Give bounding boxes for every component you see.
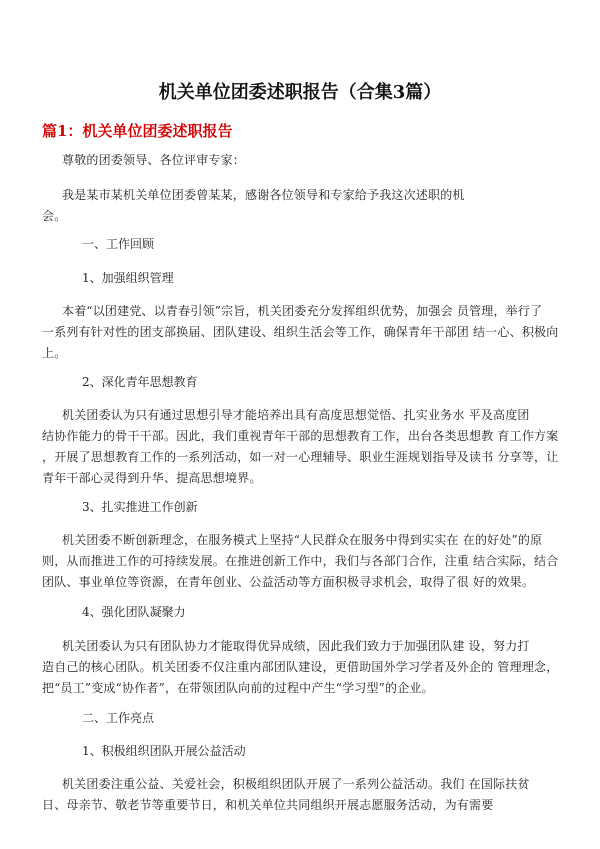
item2-line-3: ，开展了思想教育工作的一系列活动，如一对一心理辅导、职业生涯规划指导及读书 分享等，让 — [42, 450, 559, 464]
highlight1-paragraph — [42, 774, 562, 816]
item1-heading: 1、加强组织管理 — [82, 271, 174, 285]
item3-line-1: 机关团委不断创新理念，在服务模式上坚持“人民群众在服务中得到实实在 在的好处”的原 — [62, 533, 543, 547]
item1-line-3: 上。 — [42, 346, 67, 360]
item4-heading: 4、强化团队凝聚力 — [82, 605, 186, 619]
document-title: 机关单位团委述职报告（合集3篇） — [158, 82, 442, 103]
item4-line-2: 造自己的核心团队。机关团委不仅注重内部团队建设，更借助国外学习学者及外企的 管理理念， — [42, 660, 559, 674]
item1-paragraph — [42, 301, 562, 364]
item3-paragraph — [42, 530, 562, 593]
item2-line-4: 青年干部心灵得到升华、提高思想境界。 — [42, 471, 262, 485]
item2-paragraph — [42, 405, 562, 489]
highlight1-line-1: 机关团委注重公益、关爱社会，积极组织团队开展了一系列公益活动。我们 在国际扶贫 — [62, 777, 530, 791]
item2-line-2: 结协作能力的骨干干部。因此，我们重视青年干部的思想教育工作，出台各类思想教 育工作方案 — [42, 429, 559, 443]
greeting-paragraph — [62, 150, 562, 171]
item1-line-2: 一系列有针对性的团支部换届、团队建设、组织生活会等工作，确保青年干部团 结一心、积极向 — [42, 325, 559, 339]
highlight1-heading: 1、积极组织团队开展公益活动 — [82, 744, 246, 758]
greeting-text: 尊敬的团委领导、各位评审专家： — [62, 153, 246, 167]
part1-heading: 一、工作回顾 — [82, 237, 155, 251]
item2-line-1: 机关团委认为只有通过思想引导才能培养出具有高度思想觉悟、扎实业务水 平及高度团 — [62, 408, 530, 422]
highlight1-line-2: 日、母亲节、敬老节等重要节日，和机关单位共同组织开展志愿服务活动，为有需要 — [42, 798, 494, 812]
intro-line-2: 会。 — [42, 209, 67, 223]
item1-line-1: 本着“以团建党、以青春引领”宗旨，机关团委充分发挥组织优势，加强会 员管理，举行了 — [62, 304, 543, 318]
intro-paragraph — [42, 185, 562, 227]
item4-paragraph — [42, 636, 562, 699]
item4-line-1: 机关团委认为只有团队协力才能取得优异成绩，因此我们致力于加强团队建 设，努力打 — [62, 639, 530, 653]
intro-line-1: 我是某市某机关单位团委曾某某，感谢各位领导和专家给予我这次述职的机 — [62, 188, 465, 202]
item3-line-3: 团队、事业单位等资源，在青年创业、公益活动等方面积极寻求机会，取得了很 好的效果。 — [42, 575, 535, 589]
part2-heading: 二、工作亮点 — [82, 711, 155, 725]
item3-line-2: 则，从而推进工作的可持续发展。在推进创新工作中，我们与各部门合作，注重 结合实际，结合 — [42, 554, 559, 568]
item3-heading: 3、扎实推进工作创新 — [82, 500, 198, 514]
item2-heading: 2、深化青年思想教育 — [82, 375, 198, 389]
item4-line-3: 把“员工”变成“协作者”，在带领团队向前的过程中产生“学习型”的企业。 — [42, 681, 434, 695]
section-title: 篇1：机关单位团委述职报告 — [42, 122, 233, 140]
